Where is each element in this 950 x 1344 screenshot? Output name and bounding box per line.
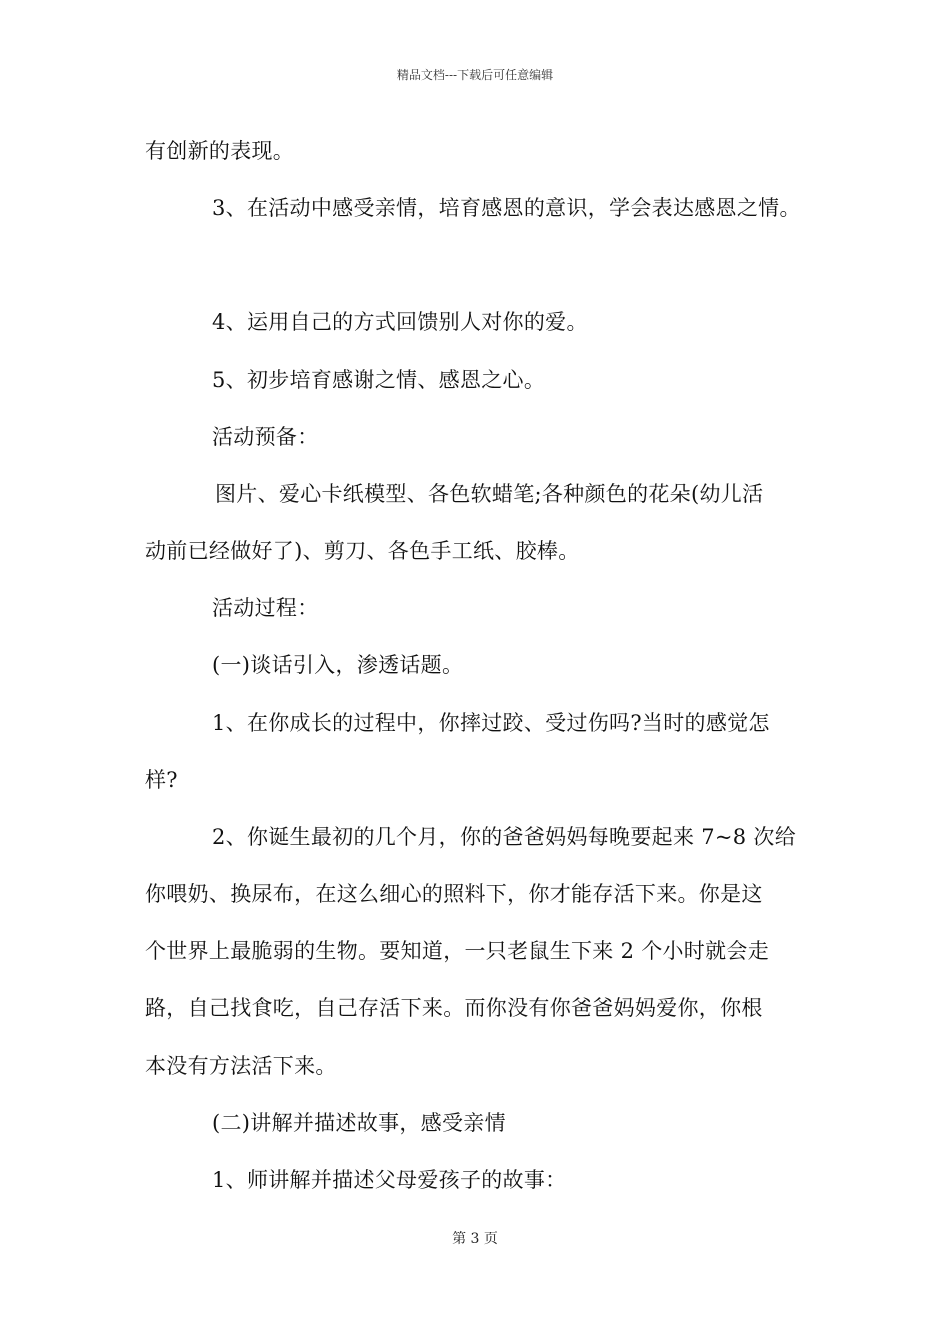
paragraph-line: 动前已经做好了)、剪刀、各色手工纸、胶棒。 [145,539,580,563]
subsection-heading: (二)讲解并描述故事，感受亲情 [212,1111,506,1135]
subsection-heading: (一)谈话引入，渗透话题。 [212,653,464,677]
paragraph-line: 你喂奶、换尿布，在这么细心的照料下，你才能存活下来。你是这 [145,882,763,906]
paragraph-line: 有创新的表现。 [145,139,295,163]
paragraph-line: 4、运用自己的方式回馈别人对你的爱。 [212,310,588,334]
paragraph-line: 样? [145,768,178,792]
paragraph-line: 图片、爱心卡纸模型、各色软蜡笔;各种颜色的花朵(幼儿活 [215,482,764,506]
paragraph-line: 3、在活动中感受亲情，培育感恩的意识，学会表达感恩之情。 [212,196,801,220]
paragraph-line: 5、初步培育感谢之情、感恩之心。 [212,368,546,392]
paragraph-line: 2、你诞生最初的几个月，你的爸爸妈妈每晚要起来 7~8 次给 [212,825,797,849]
page-number: 第 3 页 [452,1231,498,1247]
page-header: 精品文档---下载后可任意编辑 [396,68,554,82]
section-heading: 活动预备： [212,425,319,449]
paragraph-line: 个世界上最脆弱的生物。要知道，一只老鼠生下来 2 个小时就会走 [145,939,770,963]
paragraph-line: 路，自己找食吃，自己存活下来。而你没有你爸爸妈妈爱你，你根 [145,996,763,1020]
paragraph-line: 1、在你成长的过程中，你摔过跤、受过伤吗?当时的感觉怎 [212,711,770,735]
paragraph-line: 1、师讲解并描述父母爱孩子的故事： [212,1168,567,1192]
paragraph-line: 本没有方法活下来。 [145,1054,337,1078]
section-heading: 活动过程： [212,596,319,620]
